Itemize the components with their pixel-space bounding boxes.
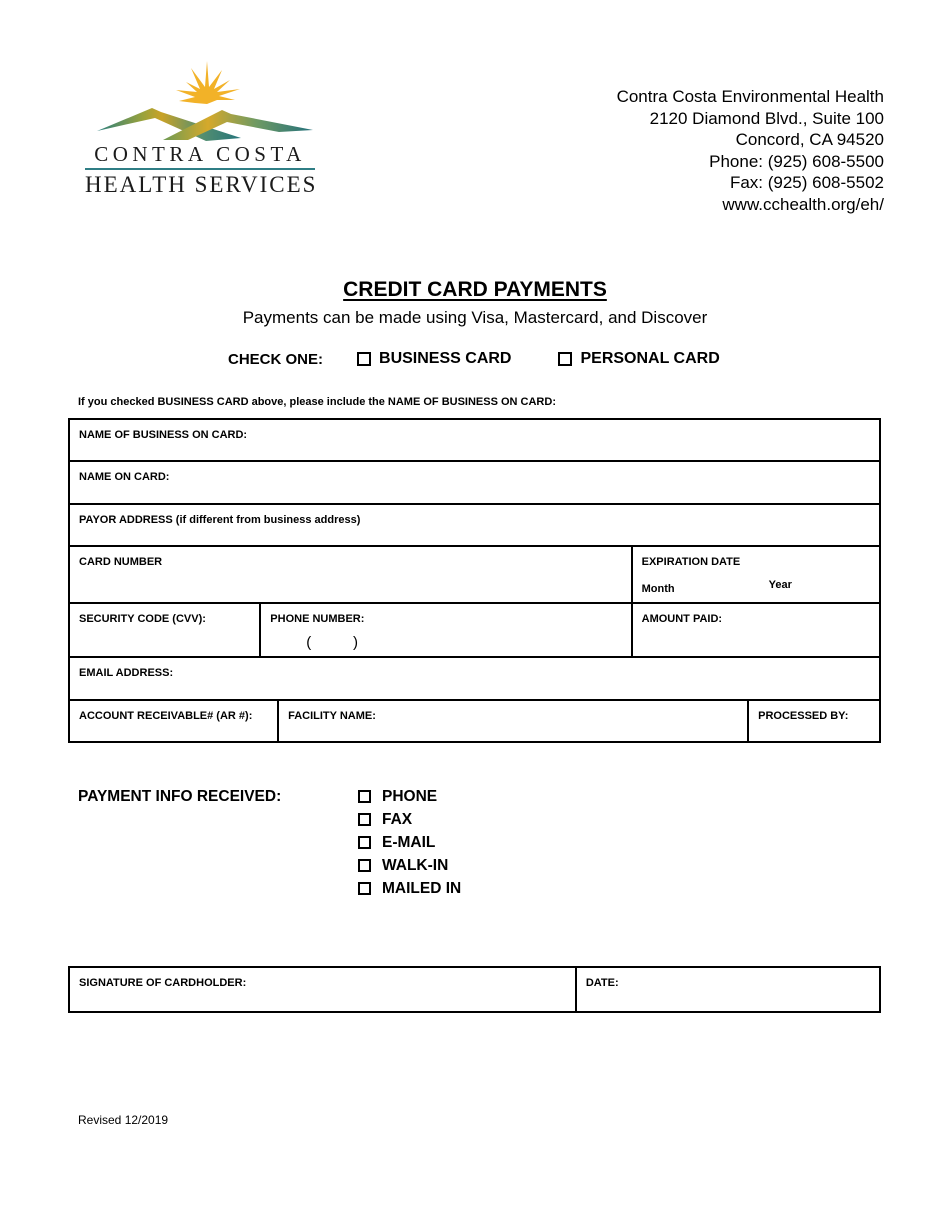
logo-text-line2: HEALTH SERVICES [85,172,318,197]
fax-checkbox[interactable] [358,813,371,826]
contact-city: Concord, CA 94520 [735,130,884,150]
name-on-card-field[interactable] [70,462,879,502]
table-row [70,503,879,545]
email-option-label: E-MAIL [382,833,436,851]
phone-option[interactable] [358,785,461,808]
page-subtitle: Payments can be made using Visa, Mastercard, and Discover [242,308,708,327]
payor-address-label: PAYOR ADDRESS (if different from business address) [79,513,361,526]
account-receivable-label: ACCOUNT RECEIVABLE# (AR #): [79,709,253,722]
payment-info-received-label: PAYMENT INFO RECEIVED: [78,788,282,805]
name-on-card-label: NAME ON CARD: [79,471,170,484]
facility-name-label: FACILITY NAME: [288,709,376,722]
processed-by-label: PROCESSED BY: [758,709,849,722]
phone-checkbox[interactable] [358,790,371,803]
walk-in-option[interactable] [358,854,461,877]
business-name-field[interactable] [70,420,879,460]
payment-form-table [68,418,881,743]
logo-divider [85,168,315,170]
logo-text-line1: CONTRA COSTA [94,142,306,166]
email-option[interactable] [358,831,461,854]
table-row [70,460,879,502]
security-code-field[interactable] [70,604,259,656]
agency-logo [85,56,318,198]
table-row [70,699,879,741]
contact-street: 2120 Diamond Blvd., Suite 100 [649,108,884,128]
email-address-label: EMAIL ADDRESS: [79,667,174,680]
email-checkbox[interactable] [358,836,371,849]
facility-name-field[interactable] [277,701,747,741]
payor-address-field[interactable] [70,505,879,545]
check-one-label: CHECK ONE: [228,350,324,368]
revision-note: Revised 12/2019 [78,1113,169,1127]
business-card-instruction: If you checked BUSINESS CARD above, please include the NAME OF BUSINESS ON CARD: [78,396,556,408]
email-address-field[interactable] [70,658,879,698]
signature-label: SIGNATURE OF CARDHOLDER: [79,977,247,989]
contact-fax: Fax: (925) 608-5502 [729,173,884,193]
table-row [70,656,879,698]
expiration-date-field[interactable] [631,547,879,602]
walk-in-checkbox[interactable] [358,859,371,872]
personal-card-label: PERSONAL CARD [580,350,720,367]
walk-in-option-label: WALK-IN [382,856,449,874]
security-code-label: SECURITY CODE (CVV): [79,613,206,626]
signature-field[interactable] [70,968,575,1011]
date-field[interactable] [575,968,879,1011]
business-card-option[interactable] [357,350,511,368]
card-number-field[interactable] [70,547,631,602]
payment-info-options [358,785,461,900]
year-label: Year [768,579,792,592]
card-number-label: CARD NUMBER [79,556,163,569]
page-title: CREDIT CARD PAYMENTS [343,278,607,301]
check-one-row [228,350,720,368]
sun-mountains-icon [85,56,315,146]
amount-paid-field[interactable] [631,604,879,656]
business-name-label: NAME OF BUSINESS ON CARD: [79,429,248,441]
personal-card-option[interactable] [558,350,719,368]
phone-number-label: PHONE NUMBER: [270,613,365,626]
account-receivable-field[interactable] [70,701,277,741]
business-card-checkbox[interactable] [357,352,371,366]
month-label: Month [641,583,675,596]
table-row [70,545,879,602]
personal-card-checkbox[interactable] [558,352,572,366]
signature-table [68,966,881,1013]
mailed-in-option[interactable] [358,877,461,900]
mailed-in-checkbox[interactable] [358,882,371,895]
business-card-label: BUSINESS CARD [379,350,512,367]
processed-by-field[interactable] [747,701,879,741]
table-row [70,420,879,460]
phone-area-code-hint: ( ) [306,634,358,652]
phone-option-label: PHONE [382,787,438,805]
date-label: DATE: [585,977,619,989]
fax-option-label: FAX [382,810,413,828]
contact-agency-name: Contra Costa Environmental Health [616,87,884,106]
mailed-in-option-label: MAILED IN [382,879,462,897]
phone-number-field[interactable] [259,604,630,656]
agency-contact-block [617,86,884,216]
contact-website: www.cchealth.org/eh/ [722,194,884,214]
contact-phone: Phone: (925) 608-5500 [709,151,884,171]
table-row [70,602,879,656]
expiration-date-label: EXPIRATION DATE [641,556,741,569]
amount-paid-label: AMOUNT PAID: [641,613,723,626]
fax-option[interactable] [358,808,461,831]
